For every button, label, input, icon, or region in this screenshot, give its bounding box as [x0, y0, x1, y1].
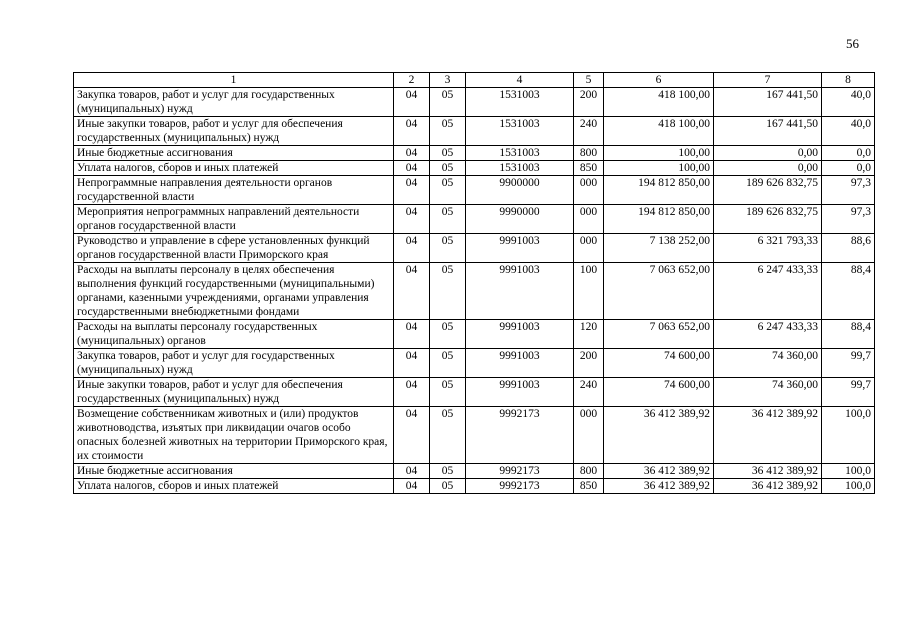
expense-name: Возмещение собственникам животных и (или) продуктов животноводства, изъятых при ликвидации очагов особо опасных болезней животных на территории Приморского края, их стоимости — [74, 407, 394, 464]
target-article-code: 9991003 — [466, 263, 574, 320]
target-article-code: 1531003 — [466, 146, 574, 161]
section-code: 04 — [394, 407, 430, 464]
executed-amount: 6 247 433,33 — [714, 263, 822, 320]
target-article-code: 9991003 — [466, 378, 574, 407]
expense-type-code: 000 — [574, 176, 604, 205]
executed-amount: 74 360,00 — [714, 349, 822, 378]
section-code: 04 — [394, 88, 430, 117]
table-row — [74, 117, 875, 146]
section-code: 04 — [394, 234, 430, 263]
table-row — [74, 320, 875, 349]
planned-amount: 100,00 — [604, 161, 714, 176]
target-article-code: 9992173 — [466, 479, 574, 494]
subsection-code: 05 — [430, 407, 466, 464]
executed-amount: 36 412 389,92 — [714, 407, 822, 464]
subsection-code: 05 — [430, 378, 466, 407]
execution-percent: 88,4 — [822, 263, 875, 320]
expense-type-code: 000 — [574, 205, 604, 234]
header-cell: 8 — [822, 73, 875, 88]
executed-amount: 6 247 433,33 — [714, 320, 822, 349]
target-article-code: 9990000 — [466, 205, 574, 234]
subsection-code: 05 — [430, 117, 466, 146]
expense-name: Иные бюджетные ассигнования — [74, 146, 394, 161]
section-code: 04 — [394, 146, 430, 161]
table-row — [74, 464, 875, 479]
expense-type-code: 850 — [574, 479, 604, 494]
section-code: 04 — [394, 176, 430, 205]
header-cell: 4 — [466, 73, 574, 88]
planned-amount: 7 138 252,00 — [604, 234, 714, 263]
table-row — [74, 146, 875, 161]
expense-type-code: 100 — [574, 263, 604, 320]
expense-name: Уплата налогов, сборов и иных платежей — [74, 161, 394, 176]
section-code: 04 — [394, 161, 430, 176]
executed-amount: 189 626 832,75 — [714, 205, 822, 234]
subsection-code: 05 — [430, 479, 466, 494]
planned-amount: 194 812 850,00 — [604, 176, 714, 205]
expense-name: Расходы на выплаты персоналу в целях обеспечения выполнения функций государственными (муниципальными) органами, казенными учреждениями, органами управления государственными внебюджетными фондами — [74, 263, 394, 320]
section-code: 04 — [394, 205, 430, 234]
table-row — [74, 349, 875, 378]
executed-amount: 0,00 — [714, 146, 822, 161]
execution-percent: 97,3 — [822, 176, 875, 205]
execution-percent: 0,0 — [822, 146, 875, 161]
planned-amount: 36 412 389,92 — [604, 479, 714, 494]
executed-amount: 36 412 389,92 — [714, 479, 822, 494]
execution-percent: 88,4 — [822, 320, 875, 349]
execution-percent: 97,3 — [822, 205, 875, 234]
expense-name: Иные закупки товаров, работ и услуг для обеспечения государственных (муниципальных) нужд — [74, 378, 394, 407]
expense-type-code: 240 — [574, 117, 604, 146]
subsection-code: 05 — [430, 263, 466, 320]
planned-amount: 36 412 389,92 — [604, 464, 714, 479]
planned-amount: 418 100,00 — [604, 88, 714, 117]
expense-name: Руководство и управление в сфере установленных функций органов государственной власти Приморского края — [74, 234, 394, 263]
execution-percent: 40,0 — [822, 88, 875, 117]
execution-percent: 40,0 — [822, 117, 875, 146]
subsection-code: 05 — [430, 161, 466, 176]
section-code: 04 — [394, 479, 430, 494]
planned-amount: 418 100,00 — [604, 117, 714, 146]
expense-name: Закупка товаров, работ и услуг для государственных (муниципальных) нужд — [74, 88, 394, 117]
execution-percent: 88,6 — [822, 234, 875, 263]
execution-percent: 100,0 — [822, 479, 875, 494]
executed-amount: 189 626 832,75 — [714, 176, 822, 205]
planned-amount: 36 412 389,92 — [604, 407, 714, 464]
section-code: 04 — [394, 117, 430, 146]
subsection-code: 05 — [430, 146, 466, 161]
planned-amount: 7 063 652,00 — [604, 320, 714, 349]
expense-type-code: 800 — [574, 146, 604, 161]
target-article-code: 9991003 — [466, 234, 574, 263]
expense-type-code: 200 — [574, 349, 604, 378]
page-number: 56 — [846, 36, 859, 51]
header-cell: 5 — [574, 73, 604, 88]
target-article-code: 9992173 — [466, 464, 574, 479]
target-article-code: 9991003 — [466, 349, 574, 378]
executed-amount: 6 321 793,33 — [714, 234, 822, 263]
expense-type-code: 120 — [574, 320, 604, 349]
planned-amount: 100,00 — [604, 146, 714, 161]
subsection-code: 05 — [430, 205, 466, 234]
subsection-code: 05 — [430, 88, 466, 117]
section-code: 04 — [394, 378, 430, 407]
target-article-code: 9991003 — [466, 320, 574, 349]
execution-percent: 0,0 — [822, 161, 875, 176]
section-code: 04 — [394, 464, 430, 479]
header-cell: 1 — [74, 73, 394, 88]
table-row — [74, 176, 875, 205]
planned-amount: 74 600,00 — [604, 378, 714, 407]
expense-name: Закупка товаров, работ и услуг для государственных (муниципальных) нужд — [74, 349, 394, 378]
expense-name: Иные закупки товаров, работ и услуг для обеспечения государственных (муниципальных) нужд — [74, 117, 394, 146]
expense-type-code: 850 — [574, 161, 604, 176]
planned-amount: 194 812 850,00 — [604, 205, 714, 234]
table-row — [74, 479, 875, 494]
executed-amount: 167 441,50 — [714, 117, 822, 146]
expense-name: Иные бюджетные ассигнования — [74, 464, 394, 479]
subsection-code: 05 — [430, 464, 466, 479]
executed-amount: 167 441,50 — [714, 88, 822, 117]
planned-amount: 7 063 652,00 — [604, 263, 714, 320]
execution-percent: 100,0 — [822, 464, 875, 479]
executed-amount: 36 412 389,92 — [714, 464, 822, 479]
subsection-code: 05 — [430, 349, 466, 378]
budget-table — [73, 72, 875, 494]
table-row — [74, 407, 875, 464]
header-cell: 7 — [714, 73, 822, 88]
table-row — [74, 88, 875, 117]
expense-name: Непрограммные направления деятельности органов государственной власти — [74, 176, 394, 205]
target-article-code: 9900000 — [466, 176, 574, 205]
table-row — [74, 161, 875, 176]
expense-type-code: 000 — [574, 407, 604, 464]
execution-percent: 100,0 — [822, 407, 875, 464]
subsection-code: 05 — [430, 234, 466, 263]
planned-amount: 74 600,00 — [604, 349, 714, 378]
expense-name: Мероприятия непрограммных направлений деятельности органов государственной власти — [74, 205, 394, 234]
header-cell: 3 — [430, 73, 466, 88]
expense-type-code: 800 — [574, 464, 604, 479]
section-code: 04 — [394, 320, 430, 349]
target-article-code: 1531003 — [466, 161, 574, 176]
expense-type-code: 240 — [574, 378, 604, 407]
subsection-code: 05 — [430, 176, 466, 205]
expense-name: Расходы на выплаты персоналу государственных (муниципальных) органов — [74, 320, 394, 349]
table-row — [74, 234, 875, 263]
header-cell: 2 — [394, 73, 430, 88]
header-cell: 6 — [604, 73, 714, 88]
subsection-code: 05 — [430, 320, 466, 349]
table-row — [74, 205, 875, 234]
section-code: 04 — [394, 349, 430, 378]
execution-percent: 99,7 — [822, 349, 875, 378]
table-row — [74, 263, 875, 320]
execution-percent: 99,7 — [822, 378, 875, 407]
section-code: 04 — [394, 263, 430, 320]
executed-amount: 0,00 — [714, 161, 822, 176]
target-article-code: 1531003 — [466, 88, 574, 117]
expense-type-code: 000 — [574, 234, 604, 263]
target-article-code: 9992173 — [466, 407, 574, 464]
expense-type-code: 200 — [574, 88, 604, 117]
header-row — [74, 73, 875, 88]
target-article-code: 1531003 — [466, 117, 574, 146]
expense-name: Уплата налогов, сборов и иных платежей — [74, 479, 394, 494]
executed-amount: 74 360,00 — [714, 378, 822, 407]
table-row — [74, 378, 875, 407]
